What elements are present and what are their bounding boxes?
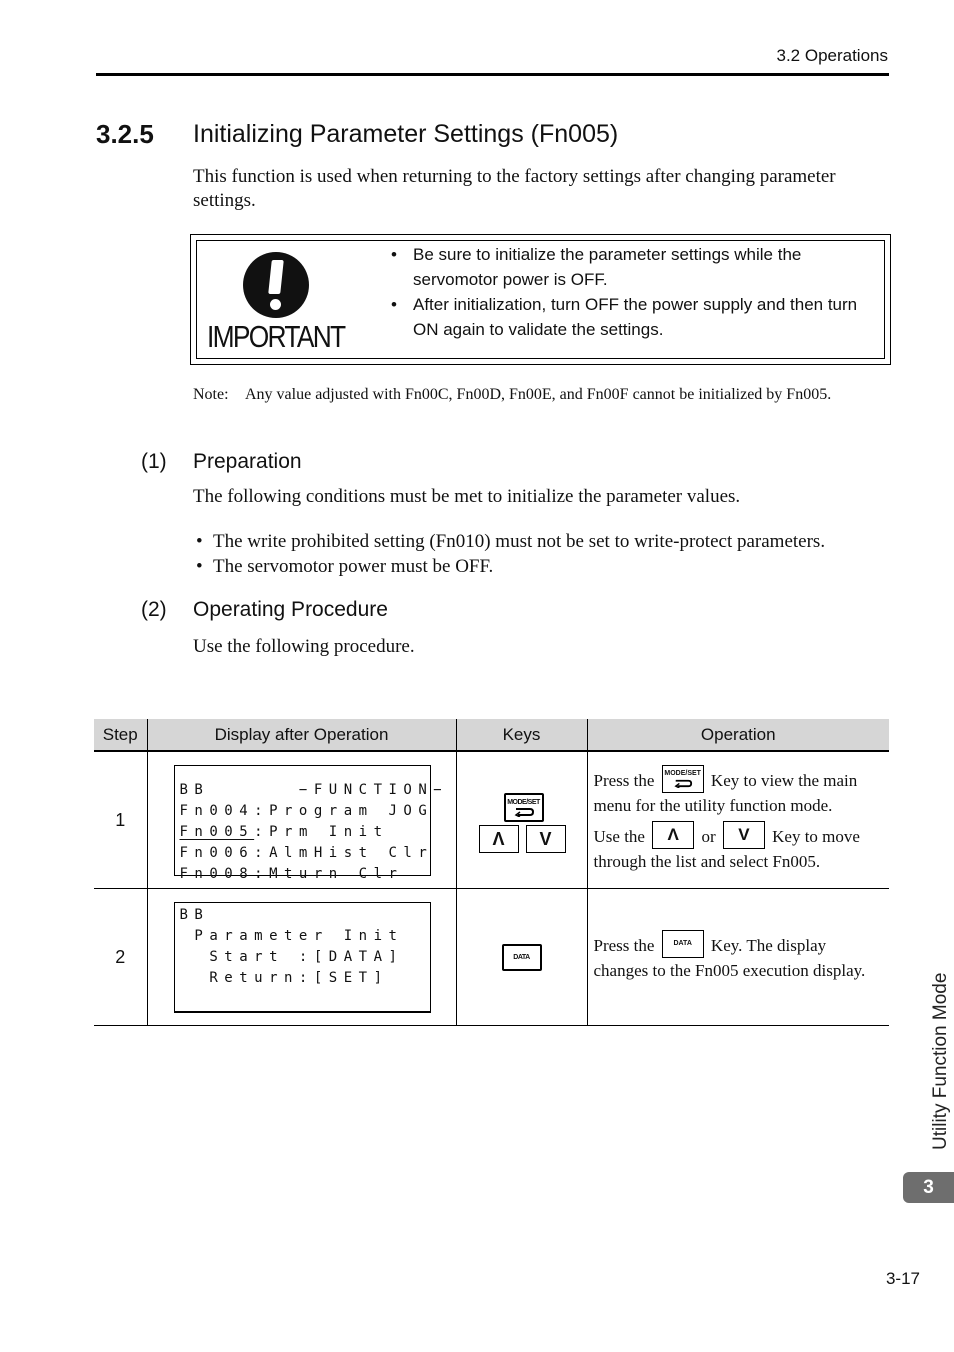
selected-function: Fn005 — [179, 823, 255, 840]
procedure-title: Operating Procedure — [193, 598, 388, 621]
display-line: Parameter Init — [179, 927, 404, 944]
side-tab-label: Utility Function Mode — [930, 972, 951, 1150]
data-key-icon: DATA — [502, 944, 542, 971]
procedure-text: Use the following procedure. — [193, 636, 415, 657]
important-item: • Be sure to initialize the parameter settings while the servomotor power is OFF. — [397, 242, 877, 292]
header-step: Step — [94, 719, 147, 751]
list-item-text: The write prohibited setting (Fn010) must not be set to write-protect parameters. — [213, 531, 826, 552]
note — [193, 383, 873, 406]
operation-paragraph: Press the DATA Key. The display changes to the Fn005 execution display. — [594, 933, 884, 981]
mode-set-key-icon — [504, 793, 544, 822]
preparation-number: (1) — [141, 450, 167, 473]
preparation-text: The following conditions must be met to initialize the parameter values. — [193, 486, 741, 507]
display-line: Return:[SET] — [179, 969, 389, 986]
table-header-row — [94, 719, 889, 751]
display-cell — [147, 751, 456, 889]
display-line: Fn008:Mturn Clr — [179, 865, 404, 882]
down-key-icon: V — [526, 825, 566, 853]
operation-paragraph: Use the Λ or V Key to move through the list and select Fn005. — [594, 824, 884, 872]
important-box — [190, 234, 891, 365]
step-number: 2 — [94, 889, 147, 1026]
note-label: Note: — [193, 386, 229, 403]
keys-cell — [456, 889, 587, 1026]
note-text: Any value adjusted with Fn00C, Fn00D, Fn00E, and Fn00F cannot be initialized by Fn005. — [245, 386, 832, 403]
operation-cell — [587, 751, 889, 889]
operator-display — [174, 902, 431, 1013]
display-line: BB — [179, 906, 210, 923]
header-rule — [96, 73, 889, 76]
important-item-text: Be sure to initialize the parameter settings while the servomotor power is OFF. — [413, 245, 802, 289]
down-key-icon: V — [723, 821, 765, 849]
running-head: 3.2 Operations — [776, 46, 888, 65]
display-line: Fn006:AlmHist Clr — [179, 844, 434, 861]
preparation-title: Preparation — [193, 450, 302, 473]
display-line: Fn004:Program JOG — [179, 802, 434, 819]
step-number: 1 — [94, 751, 147, 889]
procedure-table — [94, 719, 889, 1026]
intro-paragraph: This function is used when returning to the factory settings after changing parameter settings. — [193, 166, 836, 211]
data-key-icon: DATA — [662, 930, 704, 958]
operator-display — [174, 765, 449, 882]
up-key-icon: Λ — [479, 825, 519, 853]
mode-set-key-label: MODE/SET — [507, 798, 540, 806]
display-cell — [147, 889, 456, 1026]
selected-function-label: :Prm Init — [254, 823, 389, 840]
display-line: BB −FUNCTION− — [179, 781, 449, 798]
section-number: 3.2.5 — [96, 119, 154, 149]
table-row — [94, 751, 889, 889]
list-item-text: The servomotor power must be OFF. — [213, 556, 494, 577]
keys-cell — [456, 751, 587, 889]
page-number: 3-17 — [885, 1269, 920, 1288]
header-keys: Keys — [456, 719, 587, 751]
up-key-icon: Λ — [652, 821, 694, 849]
display-line-selected — [180, 822, 389, 842]
important-label: IMPORTANT — [207, 319, 345, 354]
important-item-text: After initialization, turn OFF the power supply and then turn ON again to validate the settings. — [413, 295, 858, 339]
table-row — [94, 889, 889, 1026]
header-display: Display after Operation — [147, 719, 456, 751]
header-operation: Operation — [587, 719, 889, 751]
list-item: • The write prohibited setting (Fn010) must not be set to write-protect parameters. — [196, 531, 826, 552]
section-title: Initializing Parameter Settings (Fn005) — [193, 120, 619, 148]
list-item: • The servomotor power must be OFF. — [196, 556, 494, 577]
procedure-number: (2) — [141, 598, 167, 621]
chapter-tab: 3 — [903, 1172, 954, 1203]
operation-cell — [587, 889, 889, 1026]
display-line: Start :[DATA] — [179, 948, 404, 965]
exclamation-icon — [243, 252, 309, 318]
important-item: • After initialization, turn OFF the power supply and then turn ON again to validate the settings. — [397, 292, 877, 342]
important-inner-frame — [196, 240, 885, 359]
operation-paragraph: Press the MODE/SET Key to view the main menu for the utility function mode. — [594, 768, 884, 816]
mode-set-key-icon: MODE/SET — [662, 765, 704, 793]
